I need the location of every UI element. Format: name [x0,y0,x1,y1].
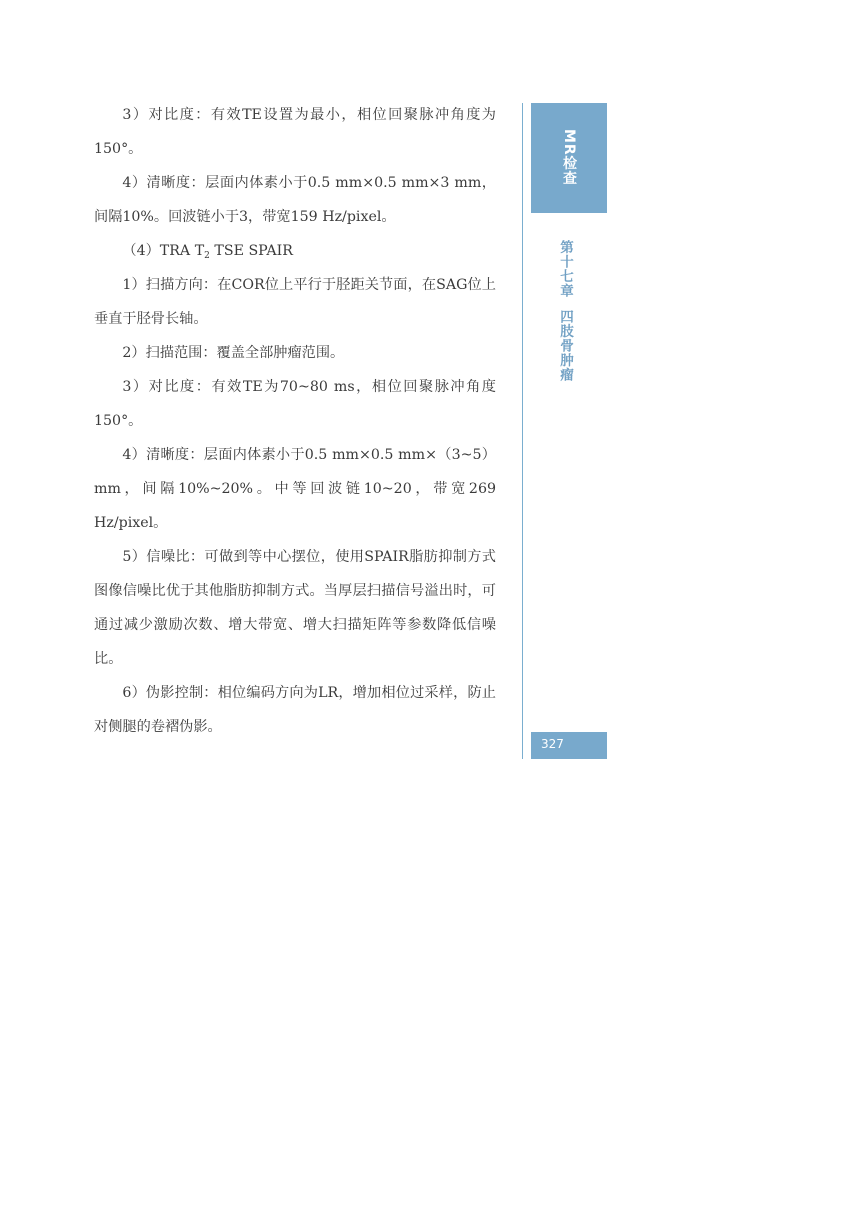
sequence-heading-suffix: TSE SPAIR [209,243,293,259]
body-text [94,98,496,744]
paragraph: 5）信噪比：可做到等中心摆位，使用SPAIR脂肪抑制方式图像信噪比优于其他脂肪抑制方式。当厚层扫描信号溢出时，可通过减少激励次数、增大带宽、增大扫描矩阵等参数降低信噪比。 [94,549,496,667]
section-tab-label: MR检查 [561,129,577,186]
margin-divider [522,103,523,759]
paragraph: 3）对比度：有效TE设置为最小，相位回聚脉冲角度为150°。 [94,107,496,157]
paragraph: 2）扫描范围：覆盖全部肿瘤范围。 [122,345,345,361]
page-number: 327 [541,737,564,751]
section-tab [531,103,607,213]
sequence-heading-text: （4）TRA T [122,243,205,259]
paragraph: 3）对比度：有效TE为70~80 ms，相位回聚脉冲角度150°。 [94,379,496,429]
paragraph: 4）清晰度：层面内体素小于0.5 mm×0.5 mm×3 mm，间隔10%。回波链小于3，带宽159 Hz/pixel。 [94,175,496,225]
page-number-tab [531,732,607,759]
paragraph: 1）扫描方向：在COR位上平行于胫距关节面，在SAG位上垂直于胫骨长轴。 [94,277,496,327]
paragraph: 4）清晰度：层面内体素小于0.5 mm×0.5 mm×（3~5）mm，间隔10%~20%。中等回波链10~20，带宽269 Hz/pixel。 [94,447,496,531]
sequence-heading [94,234,496,268]
chapter-title: 第十七章 四肢骨肿瘤 [557,240,573,382]
sequence-heading-subscript: 2 [204,251,210,261]
paragraph: 6）伪影控制：相位编码方向为LR，增加相位过采样，防止对侧腿的卷褶伪影。 [94,685,496,735]
